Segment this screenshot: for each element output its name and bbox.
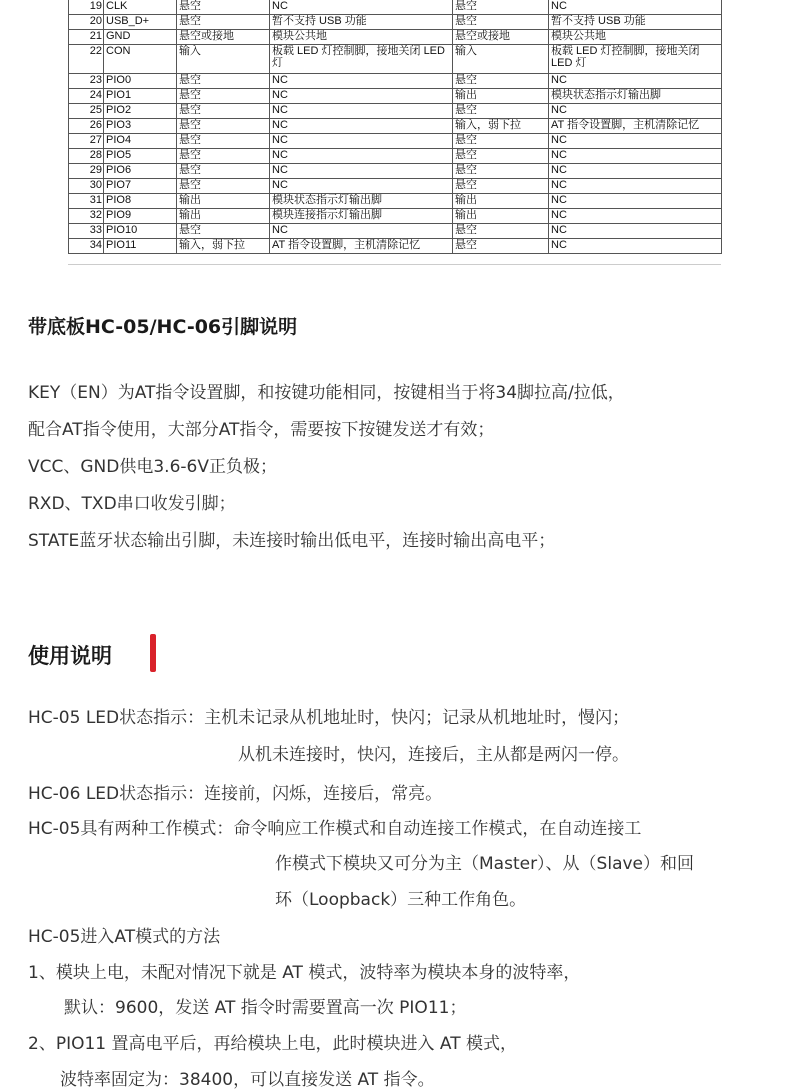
usage-title-accent-bar [150,634,156,672]
pin-number-cell: 27 [69,134,104,149]
description-cell: NC [549,209,722,224]
pin-name-cell: USB_D+ [104,15,177,30]
table-row [69,224,722,239]
pin-number-cell: 32 [69,209,104,224]
at-mode-step-2-cont: 波特率固定为：38400，可以直接发送 AT 指令。 [60,1070,435,1090]
pin-number-cell: 30 [69,179,104,194]
state-cell: 悬空 [177,15,270,30]
pin-number-cell: 19 [69,0,104,15]
power-pin-paragraph: VCC、GND供电3.6-6V正负极； [28,457,277,477]
pin-name-cell: PIO3 [104,119,177,134]
state-cell: 悬空 [177,134,270,149]
pin-number-cell: 24 [69,89,104,104]
serial-pin-paragraph: RXD、TXD串口收发引脚； [28,494,236,514]
description-cell: NC [270,119,453,134]
table-row [69,209,722,224]
pin-number-cell: 23 [69,74,104,89]
description-cell: NC [549,0,722,15]
pin-name-cell: CLK [104,0,177,15]
state-cell: 悬空 [177,74,270,89]
hc05-work-mode-cont-1: 作模式下模块又可分为主（Master）、从（Slave）和回 [275,854,695,874]
state-cell: 悬空 [453,164,549,179]
at-mode-step-1: 1、模块上电，未配对情况下就是 AT 模式，波特率为模块本身的波特率， [28,963,581,983]
pin-name-cell: PIO2 [104,104,177,119]
description-cell: NC [270,89,453,104]
pin-name-cell: PIO9 [104,209,177,224]
pin-number-cell: 20 [69,15,104,30]
description-cell: 模块状态指示灯输出脚 [270,194,453,209]
table-row [69,134,722,149]
description-cell: NC [549,224,722,239]
state-cell: 悬空或接地 [177,30,270,45]
pin-name-cell: CON [104,45,177,74]
pin-name-cell: PIO4 [104,134,177,149]
description-cell: NC [549,149,722,164]
state-cell: 悬空 [453,239,549,254]
description-cell: 暂不支持 USB 功能 [270,15,453,30]
state-cell: 悬空 [453,149,549,164]
hc05-work-mode-cont-2: 环（Loopback）三种工作角色。 [275,890,527,910]
pin-name-cell: GND [104,30,177,45]
description-cell: 模块公共地 [549,30,722,45]
description-cell: NC [549,104,722,119]
state-cell: 悬空 [177,224,270,239]
table-row [69,119,722,134]
description-cell: NC [270,0,453,15]
pin-number-cell: 22 [69,45,104,74]
state-cell: 悬空 [453,179,549,194]
pin-name-cell: PIO5 [104,149,177,164]
pin-number-cell: 31 [69,194,104,209]
usage-title: 使用说明 [28,644,112,668]
description-cell: 模块状态指示灯输出脚 [549,89,722,104]
description-cell: NC [549,74,722,89]
state-cell: 悬空 [177,164,270,179]
description-cell: 模块连接指示灯输出脚 [270,209,453,224]
pin-name-cell: PIO1 [104,89,177,104]
pin-table-body [69,0,722,254]
board-pin-description [28,382,768,567]
table-row [69,239,722,254]
state-cell: 悬空 [177,149,270,164]
at-mode-step-2: 2、PIO11 置高电平后，再给模块上电，此时模块进入 AT 模式， [28,1034,517,1054]
state-cell: 悬空 [177,89,270,104]
table-row [69,89,722,104]
pin-name-cell: PIO6 [104,164,177,179]
description-cell: NC [549,194,722,209]
state-cell: 悬空 [177,179,270,194]
state-cell: 输入，弱下拉 [453,119,549,134]
pin-table [68,0,722,254]
state-cell: 悬空 [453,0,549,15]
table-row [69,164,722,179]
state-cell: 悬空 [453,74,549,89]
table-row [69,104,722,119]
description-cell: NC [270,104,453,119]
table-row [69,194,722,209]
state-cell: 悬空 [177,104,270,119]
table-row [69,149,722,164]
description-cell: 模块公共地 [270,30,453,45]
pin-number-cell: 29 [69,164,104,179]
description-cell: 板载 LED 灯控制脚，接地关闭 LED 灯 [549,45,722,74]
table-row [69,45,722,74]
hc05-led-indicator-line: HC-05 LED状态指示：主机未记录从机地址时，快闪；记录从机地址时，慢闪； [28,708,630,728]
state-cell: 悬空 [453,104,549,119]
description-cell: NC [549,179,722,194]
pin-number-cell: 34 [69,239,104,254]
state-cell: 输入 [453,45,549,74]
description-cell: NC [270,179,453,194]
state-cell: 悬空 [453,134,549,149]
state-cell: 悬空 [453,15,549,30]
table-bottom-rule [68,264,721,265]
pin-number-cell: 33 [69,224,104,239]
pin-name-cell: PIO0 [104,74,177,89]
pin-number-cell: 26 [69,119,104,134]
pin-name-cell: PIO8 [104,194,177,209]
state-pin-paragraph: STATE蓝牙状态输出引脚，未连接时输出低电平，连接时输出高电平； [28,531,556,551]
state-cell: 悬空 [453,224,549,239]
description-cell: NC [549,164,722,179]
description-cell: NC [270,134,453,149]
description-cell: AT 指令设置脚，主机清除记忆 [270,239,453,254]
table-row [69,0,722,15]
description-cell: AT 指令设置脚，主机清除记忆 [549,119,722,134]
key-pin-paragraph-cont: 配合AT指令使用，大部分AT指令，需要按下按键发送才有效； [28,420,495,440]
at-mode-step-1-cont: 默认：9600，发送 AT 指令时需要置高一次 PIO11； [64,998,467,1018]
description-cell: NC [270,164,453,179]
state-cell: 悬空 [177,119,270,134]
state-cell: 悬空 [177,0,270,15]
table-row [69,179,722,194]
description-cell: NC [549,239,722,254]
description-cell: NC [270,74,453,89]
board-pin-title: 带底板HC-05/HC-06引脚说明 [28,316,298,338]
state-cell: 输出 [453,194,549,209]
state-cell: 输出 [453,209,549,224]
description-cell: 暂不支持 USB 功能 [549,15,722,30]
state-cell: 输出 [453,89,549,104]
table-row [69,30,722,45]
state-cell: 输出 [177,209,270,224]
table-row [69,15,722,30]
key-pin-paragraph: KEY（EN）为AT指令设置脚，和按键功能相同，按键相当于将34脚拉高/拉低， [28,383,625,403]
state-cell: 输入 [177,45,270,74]
pin-number-cell: 25 [69,104,104,119]
description-cell: 板载 LED 灯控制脚，接地关闭 LED 灯 [270,45,453,74]
pin-name-cell: PIO11 [104,239,177,254]
hc06-led-indicator-line: HC-06 LED状态指示：连接前，闪烁，连接后，常亮。 [28,784,443,804]
pin-name-cell: PIO7 [104,179,177,194]
pin-number-cell: 28 [69,149,104,164]
state-cell: 输出 [177,194,270,209]
table-row [69,74,722,89]
hc05-work-mode-line: HC-05具有两种工作模式：命令响应工作模式和自动连接工作模式，在自动连接工 [28,819,642,839]
at-mode-heading: HC-05进入AT模式的方法 [28,927,221,947]
description-cell: NC [270,149,453,164]
pin-name-cell: PIO10 [104,224,177,239]
description-cell: NC [549,134,722,149]
state-cell: 输入，弱下拉 [177,239,270,254]
hc05-led-indicator-cont: 从机未连接时，快闪，连接后，主从都是两闪一停。 [238,745,629,765]
description-cell: NC [270,224,453,239]
pin-number-cell: 21 [69,30,104,45]
state-cell: 悬空或接地 [453,30,549,45]
